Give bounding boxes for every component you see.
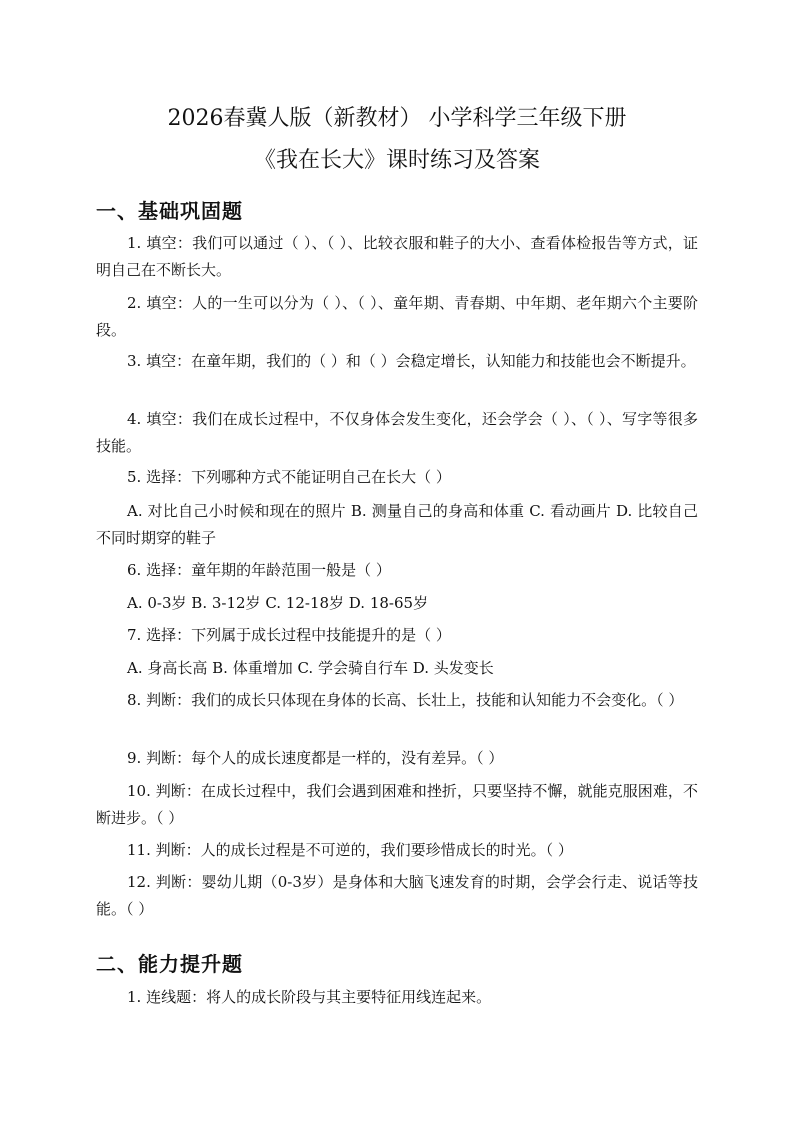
document-title-line2: 《我在长大》课时练习及答案 [253, 148, 540, 173]
question-item: 9. 判断：每个人的成长速度都是一样的，没有差异。（ ） [127, 749, 504, 767]
question-item: 5. 选择：下列哪种方式不能证明自己在长大（ ） [127, 468, 451, 486]
question-item: 2. 填空：人的一生可以分为（ ）、（ ）、童年期、青春期、中年期、老年期六个主要阶段。 [96, 294, 698, 339]
section1-heading: 一、基础巩固题 [96, 199, 243, 223]
question-option-list: A. 身高长高 B. 体重增加 C. 学会骑自行车 D. 头发变长 [127, 659, 494, 677]
question-option-list: A. 0-3岁 B. 3-12岁 C. 12-18岁 D. 18-65岁 [127, 594, 429, 612]
question-item: 6. 选择：童年期的年龄范围一般是（ ） [127, 561, 391, 579]
question-item: 1. 连线题：将人的成长阶段与其主要特征用线连起来。 [127, 988, 492, 1006]
question-item: 12. 判断：婴幼儿期（0-3岁）是身体和大脑飞速发育的时期，会学会行走、说话等技能。（ ） [96, 873, 698, 918]
question-item: 1. 填空：我们可以通过（ ）、（ ）、比较衣服和鞋子的大小、查看体检报告等方式，证明自己在不断长大。 [96, 234, 698, 279]
document-title-line1: 2026春冀人版（新教材） 小学科学三年级下册 [167, 106, 627, 131]
question-option-list: A. 对比自己小时候和现在的照片 B. 测量自己的身高和体重 C. 看动画片 D. 比较自己不同时期穿的鞋子 [96, 502, 698, 547]
section2-heading: 二、能力提升题 [96, 952, 243, 976]
question-item: 10. 判断：在成长过程中，我们会遇到困难和挫折，只要坚持不懈，就能克服困难，不断进步。（ ） [96, 782, 698, 827]
question-item: 8. 判断：我们的成长只体现在身体的长高、长壮上，技能和认知能力不会变化。（ ） [127, 691, 684, 709]
question-item: 4. 填空：我们在成长过程中，不仅身体会发生变化，还会学会（ ）、（ ）、写字等很多技能。 [96, 410, 698, 455]
question-item: 3. 填空：在童年期，我们的（ ）和（ ）会稳定增长，认知能力和技能也会不断提升。 [127, 352, 696, 370]
question-item: 7. 选择：下列属于成长过程中技能提升的是（ ） [127, 626, 451, 644]
question-item: 11. 判断：人的成长过程是不可逆的，我们要珍惜成长的时光。（ ） [127, 841, 573, 859]
